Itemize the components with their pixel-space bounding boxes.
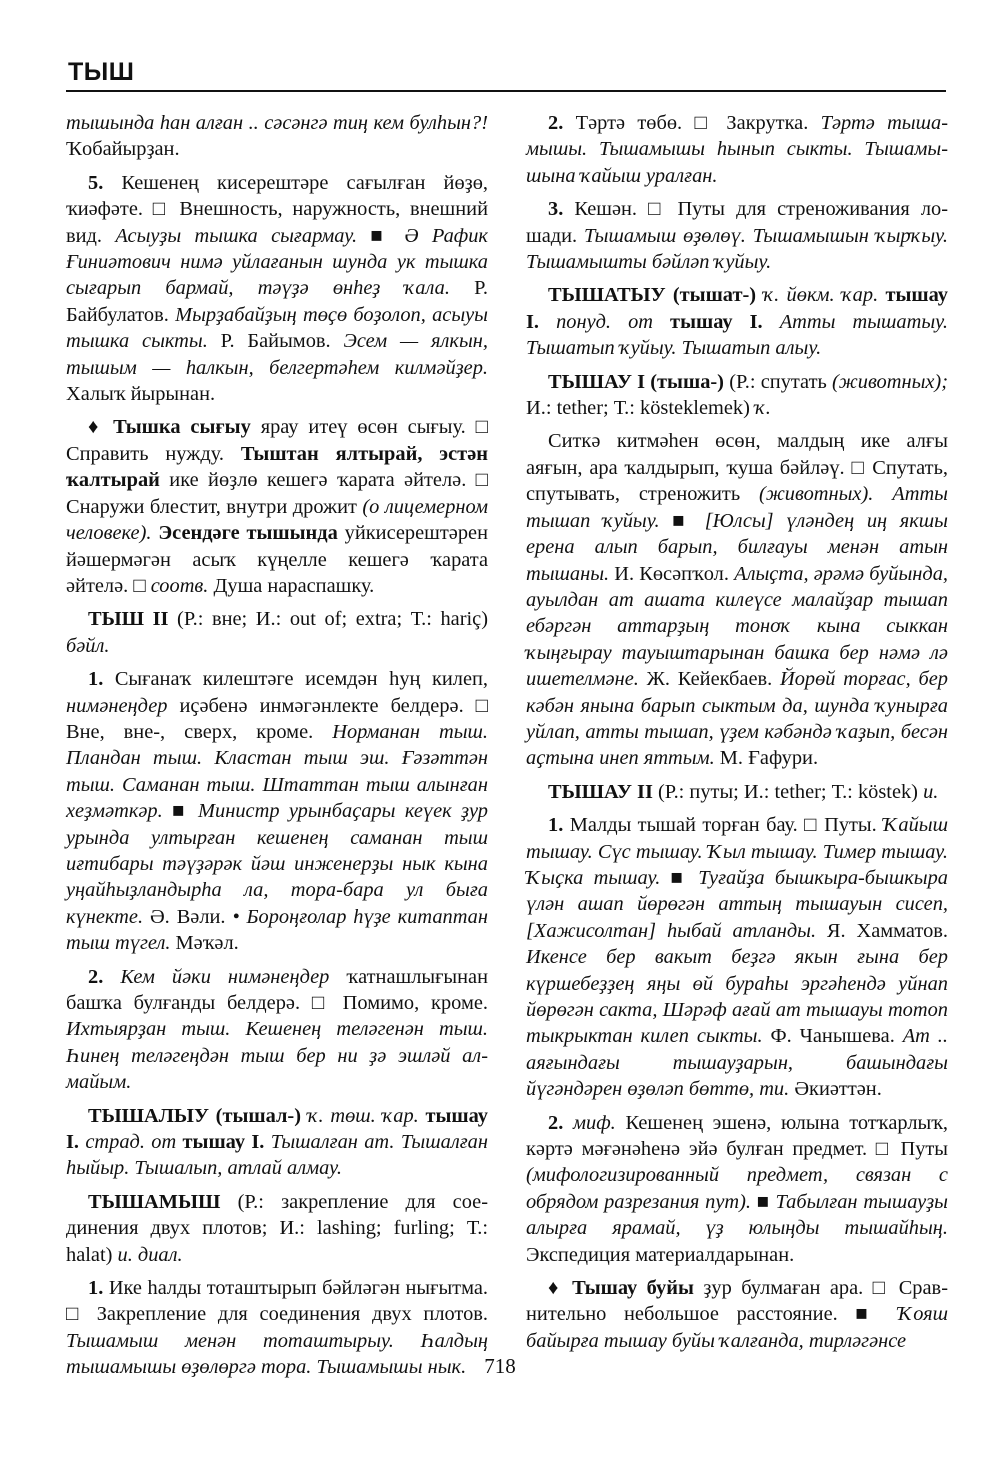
text-run: ярау итеү өсөн сығыу. □ Справить нужду. bbox=[66, 416, 488, 465]
text-run: уйкисерештәрен йәшермәгән асыҡ күңелле кешегә ҡарата әйтелә. □ bbox=[66, 522, 488, 597]
dictionary-paragraph bbox=[66, 110, 488, 163]
text-run: ♦ Тышка сығыу bbox=[88, 416, 251, 439]
text-run: Атты тышатыу. Тышатып ҡуйыу. Тышатып алыу. bbox=[526, 310, 948, 360]
text-run: Р. Байбулатов. bbox=[66, 277, 488, 326]
dictionary-paragraph bbox=[526, 779, 948, 805]
text-run: ТЫШАТЫУ (тышат-) bbox=[548, 284, 757, 307]
text-run: ■ bbox=[660, 866, 699, 889]
dictionary-paragraph bbox=[526, 428, 948, 771]
text-run: 5. bbox=[88, 171, 122, 194]
dictionary-paragraph bbox=[526, 196, 948, 275]
text-run: ҡ. bbox=[755, 397, 771, 420]
dictionary-paragraph bbox=[66, 170, 488, 408]
text-run: Тыштан ялтырай, эстән ҡалтырай bbox=[66, 442, 488, 492]
dictionary-paragraph bbox=[526, 282, 948, 361]
header-rule bbox=[66, 90, 946, 92]
text-run: (Р.: спутать bbox=[723, 370, 832, 393]
dictionary-paragraph bbox=[66, 414, 488, 599]
text-run: Р. Байымов. bbox=[207, 330, 344, 353]
text-run bbox=[301, 1105, 308, 1127]
page-number: 718 bbox=[484, 1354, 516, 1378]
text-run: Тышамыш өҙөлөү. Тышамышын ҡырҡыу. Тышамышты бәйләп ҡуйыу. bbox=[526, 224, 949, 274]
text-run: ■ bbox=[162, 800, 199, 823]
text-run: (о лицемерном человеке). bbox=[66, 495, 488, 545]
text-run bbox=[763, 311, 780, 333]
running-head: ТЫШ bbox=[68, 58, 135, 86]
text-run: (животных); bbox=[832, 370, 949, 393]
text-run: 2. bbox=[88, 965, 121, 988]
text-run: Кешенең эшенә, юлына тотҡарлыҡ, кәртә мәғәнәһенә эйә булған предмет. □ Путы bbox=[526, 1111, 949, 1161]
text-run: [Юлсы] үләндең иң якшы ерена алып барып, билғауы менән атын тышаны. bbox=[526, 509, 948, 585]
text-run: ■ bbox=[751, 1190, 776, 1213]
text-run: Эсендәге тышында bbox=[151, 522, 338, 545]
text-run: ■ bbox=[855, 1303, 898, 1326]
text-run: Мырҙабайҙың төҫө боҙолоп, асыуы тышка сыкты. bbox=[66, 303, 488, 353]
text-run: Ихтыярҙан тыш. Кешенең теләгенән тыш. Һинең теләгеңдән тыш бер ни ҙә эшләй алмайым. bbox=[66, 1018, 488, 1094]
text-run: Министр урынбаҫары кеүек ҙур урында ултырған кешенең саманан тыш иғтибары тәүҙәрәк йәш инженерҙы нык кына уңайһыҙландырһа ла, тора-бара ул быға күнекте. bbox=[66, 800, 488, 928]
text-run: Йорөй торғас, бер кәбән янына барып сыктым да, шунда ҡунырға уйлап, атты тышап, үҙем кәбәндә ҡаҙып, бесән аҫтына инеп яттым. bbox=[526, 668, 948, 770]
text-run: (мифологизированный предмет, связан с обрядом разрезания пут). bbox=[526, 1164, 948, 1213]
text-run: тышау I. bbox=[66, 1104, 488, 1154]
text-run: Эсем — ялкын, тышым — һалкын, белгертәһем килмәйҙер. bbox=[66, 330, 488, 379]
text-run bbox=[539, 311, 556, 333]
text-run: Асыуҙы тышка сығармау. bbox=[115, 224, 371, 247]
text-run: тышау I. bbox=[176, 1131, 265, 1154]
dictionary-paragraph bbox=[66, 666, 488, 956]
text-run: Икенсе бер вакыт беҙгә якын ғына бер күршебеҙҙең яңы өй бураһы эргәһендә уйнап йөрөгән сакта, Шәрәф ағай ат тышауы тотоп тыкрыктан килеп сыкты. bbox=[526, 946, 948, 1048]
text-run: Кешән. □ Путы для стреноживания лошади. bbox=[526, 198, 948, 247]
text-run: Ҡояш байырға тышау буйы ҡалғанда, тирләгәнсе bbox=[526, 1303, 948, 1352]
text-run: ♦ Тышау буйы bbox=[548, 1277, 694, 1300]
text-run: ҡ. төш. ҡар. bbox=[307, 1104, 419, 1127]
text-run: Экспедиция материалдарынан. bbox=[526, 1243, 795, 1266]
dictionary-paragraph bbox=[66, 1103, 488, 1182]
dictionary-paragraph bbox=[526, 1275, 948, 1354]
text-run: 1. bbox=[548, 814, 570, 837]
text-run: Ат .. аяғындағы тышауҙарын, башындағы йүгәндәрен өҙөләп бөттө, ти. bbox=[526, 1025, 948, 1101]
dictionary-paragraph bbox=[526, 369, 948, 422]
text-run: бәйл. bbox=[66, 634, 110, 657]
text-run: Ә. Вәли. bbox=[143, 905, 233, 928]
text-run: Ә Рафик Ғиниәтович нимә уйлағанын шунда ук тышка сығарып бармай, тәүҙә өнһеҙ ҡала. bbox=[66, 224, 488, 300]
text-run: Ф. Чанышева. bbox=[762, 1025, 903, 1048]
text-run: иҫәбенә инмәгәнлекте белдерә. □ Вне, вне-, сверх, кроме. bbox=[66, 694, 488, 743]
text-run: 1. bbox=[88, 668, 115, 691]
text-run: Алыҫта, әрәмә буйында, ауылдан ат ашата килеүсе малайҙар тышап ебәргән аттарҙың тоноҡ кына сыккан ҡыңғырау тауыштарынан башка бер нәмә лә ишетелмәне. bbox=[526, 562, 948, 691]
text-run: Ж. Кейекбаев. bbox=[638, 668, 780, 691]
text-run: нимәнеңдер bbox=[66, 694, 168, 717]
text-run: тышау I. bbox=[653, 310, 763, 333]
text-run: Тәртә тышамышы. Тышамышы һынып сыкты. Тышамышына ҡайыш уралған. bbox=[526, 112, 949, 187]
left-column bbox=[66, 110, 488, 1388]
text-run: И.: tether; Т.: kösteklemek) bbox=[526, 397, 755, 420]
right-column bbox=[526, 110, 948, 1361]
text-run: Ике һалды тоташтырып бәйләгән нығытма. □ Закрепление для соединения двух плотов. bbox=[66, 1277, 488, 1326]
dictionary-paragraph bbox=[526, 812, 948, 1102]
text-run: М. Ғафури. bbox=[714, 747, 819, 770]
text-run: ҙур булмаған ара. □ Сравнительно небольшое расстояние. bbox=[526, 1277, 948, 1326]
text-run: Ситкә китмәһен өсөн, малдың ике алғы аяғын, ара ҡалдырып, ҡуша бәйләү. □ Спутать, спутывать, стреножить bbox=[526, 430, 948, 506]
text-run: (Р.: закрепление для соединения двух плотов; И.: lashing; furling; Т.: halat) bbox=[66, 1190, 488, 1266]
text-run: и. диал. bbox=[117, 1243, 183, 1266]
text-run: 2. bbox=[548, 112, 576, 134]
text-run: ҡ. йөкм. ҡар. bbox=[763, 284, 879, 307]
text-run: Туғайҙа бышкыра-бышкыра үлән ашап йөрөгән аттың тышауын сисеп, [Хажисолтан] һыбай атланды. bbox=[526, 866, 949, 942]
dictionary-paragraph bbox=[526, 1110, 948, 1268]
text-run: (Р.: путы; И.: tether; Т.: köstek) bbox=[652, 780, 924, 803]
text-run: тышында һан алған .. сәсәнгә тиң кем булһын?! bbox=[66, 112, 488, 134]
text-run: миф. bbox=[573, 1111, 616, 1134]
text-run: ТЫШАЛЫУ (тышал-) bbox=[88, 1104, 301, 1127]
text-run: страд. от bbox=[85, 1131, 177, 1154]
text-run: и. bbox=[923, 780, 939, 803]
text-run: Ҡобайырҙан. bbox=[66, 138, 180, 161]
text-run: ҡатнашлығынан башҡа булғанды белдерә. □ Помимо, кроме. bbox=[66, 965, 489, 1014]
text-run: Кем йәки нимәнеңдер bbox=[120, 965, 330, 988]
text-run: ТЫШ II bbox=[88, 608, 169, 631]
text-run: Кешенең кисерештәре сағылған йөҙө, ҡиәфәте. □ Внешность, наружность, внешний вид. bbox=[66, 171, 488, 247]
dictionary-paragraph bbox=[526, 110, 948, 189]
text-run: соотв. bbox=[150, 574, 209, 597]
dictionary-paragraph bbox=[66, 606, 488, 659]
text-run: тышау I. bbox=[526, 284, 948, 333]
text-run: ■ bbox=[659, 509, 705, 532]
text-run: (Р.: вне; И.: out of; extra; Т.: hariç) bbox=[168, 608, 488, 631]
text-run: И. Көсәпҡол. bbox=[609, 562, 735, 585]
text-run: ТЫШАМЫШ bbox=[88, 1190, 221, 1213]
text-run: Тышалған ат. Тышалған һыйыр. Тышалып, атлай алмау. bbox=[66, 1131, 488, 1180]
text-run: Мәҡәл. bbox=[170, 932, 239, 955]
text-run: Халыҡ йырынан. bbox=[66, 383, 216, 406]
text-run: 3. bbox=[548, 198, 575, 221]
text-run: Ҡайыш тышау. Сүс тышау. Ҡыл тышау. Тимер тышау. Ҡыҫка тышау. bbox=[526, 814, 949, 889]
text-run: Малды тышай торған бау. □ Путы. bbox=[569, 814, 884, 837]
text-run: Сығанаҡ килештәге исемдән һуң килеп, bbox=[114, 668, 489, 691]
text-run: (животных). Атты тышап ҡуйыу. bbox=[526, 483, 948, 532]
text-run: 2. bbox=[548, 1111, 573, 1134]
text-run: ике йөҙлө кешегә ҡарата әйтелә. □ Снаружи блестит, внутри дрожит bbox=[66, 469, 488, 518]
text-run: 1. bbox=[88, 1277, 109, 1300]
text-run: ■ bbox=[370, 224, 405, 247]
dictionary-paragraph bbox=[66, 1189, 488, 1268]
text-run: Тәртә төбө. □ Закрутка. bbox=[575, 112, 821, 134]
text-run: • Бороңғолар һүҙе китаптан тыш түгел. bbox=[66, 905, 488, 955]
text-run: Душа нараспашку. bbox=[208, 574, 375, 597]
text-run: Я. Хамматов. bbox=[816, 919, 949, 942]
text-run: Норманан тыш. Пландан тыш. Кластан тыш эш. Ғәзәттән тыш. Саманан тыш. Штаттан тыш алынған хеҙмәткәр. bbox=[66, 720, 489, 823]
text-run: Әкиәттән. bbox=[789, 1078, 882, 1101]
dictionary-paragraph bbox=[66, 964, 488, 1096]
text-run: ТЫШАУ II bbox=[548, 780, 653, 803]
text-run: понуд. от bbox=[556, 310, 653, 333]
text-run: Тышамыш менән тоташтырыу. Һалдың тышамышы өҙөлөргә тора. Тышамышы нык. bbox=[66, 1329, 488, 1379]
text-run: ТЫШАУ I (тыша-) bbox=[548, 370, 724, 393]
text-run: Табылған тышауҙы алырға ярамай, үҙ юлыңды тышайһың. bbox=[526, 1190, 948, 1240]
